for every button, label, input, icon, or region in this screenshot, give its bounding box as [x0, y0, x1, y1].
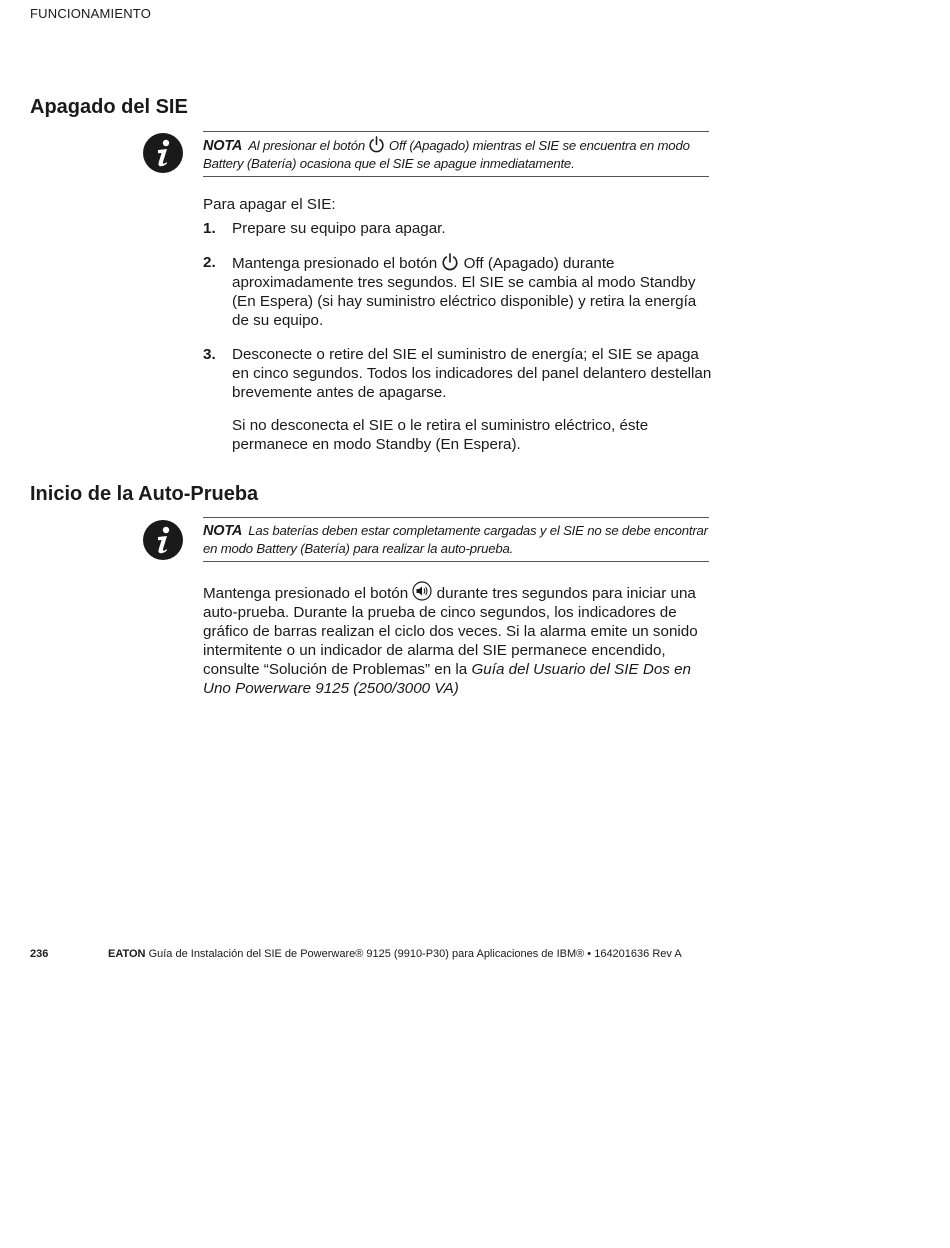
footer-title: Guía de Instalación del SIE de Powerware® 9125 (9910-P30) para Aplicaciones de IBM® • 164201636 Rev A	[148, 948, 682, 960]
note-label: NOTA	[203, 138, 243, 154]
shutdown-steps	[203, 219, 715, 454]
speaker-icon	[412, 581, 432, 601]
list-item	[203, 219, 715, 238]
self-test-body	[203, 581, 715, 698]
step-extra: Si no desconecta el SIE o le retira el suministro eléctrico, éste permanece en modo Standby (En Espera).	[232, 417, 649, 453]
note-text-before: Al presionar el botón	[248, 138, 365, 153]
step-text-before: Mantenga presionado el botón	[232, 255, 438, 272]
page-number: 236	[30, 948, 49, 960]
power-icon	[368, 136, 385, 153]
shutdown-intro: Para apagar el SIE:	[203, 196, 336, 213]
user-guide-reference: Guía del Usuario del SIE Dos en Uno Powerware 9125 (2500/3000 VA)	[203, 661, 691, 697]
power-icon	[441, 253, 459, 271]
step-text-after: Off (Apagado) durante aproximadamente tres segundos. El SIE se cambia al modo Standby (En Espera) (si hay suministro eléctrico disponible) y retira la energía de su equipo.	[232, 255, 697, 329]
section-title-self-test: Inicio de la Auto-Prueba	[30, 483, 259, 505]
step-text: Desconecte o retire del SIE el suministro de energía; el SIE se apaga en cinco segundos. Todos los indicadores del panel delantero destellan brevemente antes de apagarse.	[232, 346, 712, 401]
note-text: Las baterías deben estar completamente cargadas y el SIE no se debe encontrar en modo Battery (Batería) para realizar la auto-prueba.	[203, 523, 708, 556]
body-text-before: Mantenga presionado el botón	[203, 585, 409, 602]
body-text-after: durante tres segundos para iniciar una auto-prueba. Durante la prueba de cinco segundos, los indicadores de gráfico de barras realizan el ciclo dos veces. Si la alarma emite un sonido intermitente o un indicador de alarma del SIE permanece encendido, consulte “Solución de Problemas” en la	[203, 585, 698, 678]
note-text-after: Off (Apagado) mientras el SIE se encuentra en modo Battery (Batería) ocasiona que el SIE se apague inmediatamente.	[203, 138, 690, 171]
running-head: FUNCIONAMIENTO	[30, 6, 152, 21]
footer-text	[108, 948, 682, 960]
list-item	[203, 345, 715, 454]
note-label: NOTA	[203, 523, 243, 539]
step-text: Prepare su equipo para apagar.	[232, 220, 446, 237]
list-item	[203, 253, 715, 330]
note-self-test	[203, 517, 709, 562]
step-number: 1.	[203, 220, 216, 237]
info-icon	[143, 133, 183, 173]
step-number: 2.	[203, 254, 216, 271]
info-icon	[143, 520, 183, 560]
footer-brand: EATON	[108, 948, 146, 960]
section-title-shutdown: Apagado del SIE	[30, 96, 188, 118]
step-number: 3.	[203, 346, 216, 363]
note-shutdown	[203, 131, 709, 177]
